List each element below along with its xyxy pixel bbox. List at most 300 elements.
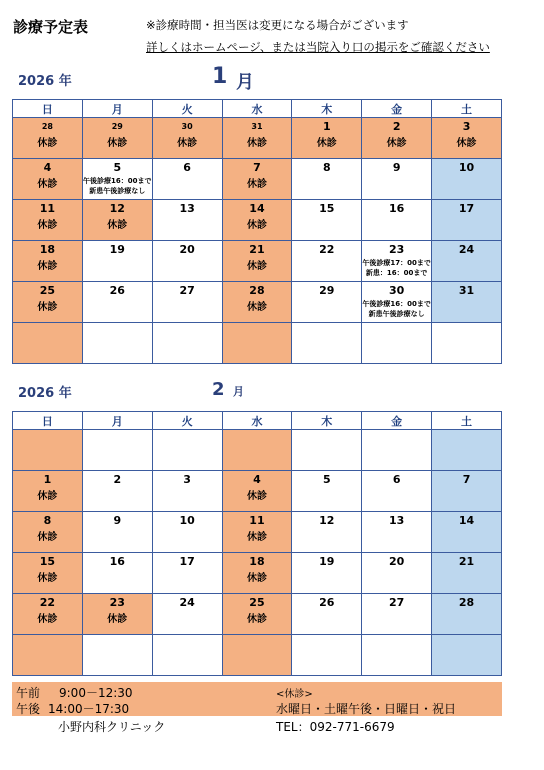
day-cell-content — [292, 596, 361, 634]
day-cell — [292, 323, 362, 364]
day-cell-content — [83, 120, 152, 158]
day-number: 29 — [319, 284, 335, 297]
weekday-header: 日 — [13, 100, 83, 118]
day-cell — [13, 635, 83, 676]
day-cell — [82, 430, 152, 471]
february-calendar — [12, 411, 502, 676]
day-cell — [152, 282, 222, 323]
day-number: 5 — [322, 473, 331, 486]
day-cell-content — [432, 432, 501, 470]
day-cell-content — [432, 514, 501, 552]
weekday-header: 土 — [432, 412, 502, 430]
closed-status: 休診 — [246, 491, 267, 502]
day-cell-content — [432, 637, 501, 675]
day-cell-content — [153, 514, 222, 552]
january-month-suffix: 月 — [236, 72, 254, 93]
day-cell — [82, 159, 152, 200]
day-cell — [432, 430, 502, 471]
day-number: 16 — [109, 555, 125, 568]
day-cell — [82, 118, 152, 159]
day-number: 18 — [249, 555, 265, 568]
clinic-name: 小野内科クリニック — [58, 720, 166, 734]
day-cell — [362, 282, 432, 323]
day-cell — [362, 635, 432, 676]
week-row — [13, 635, 502, 676]
day-cell-content — [362, 120, 431, 158]
day-cell-content — [362, 325, 431, 363]
day-cell-content — [223, 243, 292, 281]
day-cell-content — [362, 473, 431, 511]
day-cell — [152, 471, 222, 512]
day-cell — [13, 553, 83, 594]
closed-status: 休診 — [177, 138, 198, 149]
day-number: 24 — [458, 243, 475, 256]
day-number: 23 — [388, 243, 405, 256]
day-cell-content — [362, 555, 431, 593]
day-cell — [13, 159, 83, 200]
day-cell — [13, 200, 83, 241]
day-number: 27 — [388, 596, 405, 609]
day-cell — [82, 241, 152, 282]
day-cell-content — [223, 120, 292, 158]
day-cell-content — [223, 555, 292, 593]
day-number: 22 — [39, 596, 56, 609]
day-number: 4 — [43, 161, 52, 174]
day-cell-content — [153, 243, 222, 281]
day-cell-content — [223, 596, 292, 634]
week-row — [13, 323, 502, 364]
closed-status: 休診 — [37, 614, 58, 625]
day-number: 14 — [249, 202, 265, 215]
day-cell-content — [153, 325, 222, 363]
day-cell — [432, 159, 502, 200]
day-cell-content — [362, 596, 431, 634]
closed-status: 休診 — [246, 573, 267, 584]
day-cell — [152, 512, 222, 553]
day-number: 5 — [113, 161, 122, 174]
closed-status: 休診 — [456, 138, 477, 149]
day-cell — [222, 512, 292, 553]
day-cell — [13, 512, 83, 553]
february-year-label: 2026 年 — [18, 386, 72, 401]
day-number: 16 — [388, 202, 405, 215]
day-cell — [13, 430, 83, 471]
day-number: 2 — [392, 120, 401, 133]
day-number: 12 — [109, 202, 125, 215]
day-cell — [222, 553, 292, 594]
day-cell — [82, 323, 152, 364]
day-cell — [292, 159, 362, 200]
afternoon-label: 午後 — [16, 702, 41, 716]
day-cell-content — [13, 243, 82, 281]
january-calendar — [12, 99, 502, 364]
day-cell-content — [153, 202, 222, 240]
day-number: 13 — [388, 514, 405, 527]
day-number: 1 — [43, 473, 52, 486]
schedule-note: 午後診療16：00まで — [83, 177, 152, 185]
day-cell-content — [362, 514, 431, 552]
day-cell-content — [292, 120, 361, 158]
day-cell-content — [153, 596, 222, 634]
day-cell-content — [223, 637, 292, 675]
day-number: 11 — [39, 202, 56, 215]
day-cell — [222, 635, 292, 676]
weekday-header-row — [13, 100, 502, 118]
closed-status: 休診 — [246, 138, 267, 149]
week-row — [13, 594, 502, 635]
day-cell-content — [292, 161, 361, 199]
weekday-header: 土 — [432, 100, 502, 118]
day-cell-content — [83, 596, 152, 634]
day-cell — [292, 512, 362, 553]
day-cell — [362, 118, 432, 159]
closed-status: 休診 — [386, 138, 407, 149]
week-row — [13, 471, 502, 512]
day-number: 25 — [249, 596, 265, 609]
day-number: 12 — [319, 514, 335, 527]
day-cell — [152, 241, 222, 282]
closed-status: 休診 — [107, 220, 128, 231]
day-cell-content — [432, 120, 501, 158]
day-number: 21 — [458, 555, 475, 568]
day-number: 20 — [179, 243, 195, 256]
day-cell-content — [292, 514, 361, 552]
day-cell-content — [13, 120, 82, 158]
day-number: 10 — [179, 514, 195, 527]
day-number: 13 — [179, 202, 195, 215]
day-cell — [152, 553, 222, 594]
day-number: 9 — [392, 161, 401, 174]
closed-status: 休診 — [246, 179, 267, 190]
day-cell — [292, 241, 362, 282]
morning-label: 午前 — [16, 686, 41, 700]
day-cell-content — [153, 284, 222, 322]
schedule-note: 午後診療16：00まで — [362, 300, 431, 308]
day-cell — [432, 200, 502, 241]
day-cell-content — [153, 473, 222, 511]
day-number: 28 — [458, 596, 475, 609]
closed-heading: <休診> — [276, 689, 313, 700]
day-cell — [432, 635, 502, 676]
january-month-number: 1 — [212, 64, 228, 89]
day-cell — [362, 200, 432, 241]
day-cell-content — [292, 202, 361, 240]
day-number: 10 — [458, 161, 475, 174]
weekday-header: 火 — [152, 412, 222, 430]
closed-status: 休診 — [37, 220, 58, 231]
day-cell-content — [362, 202, 431, 240]
day-cell — [362, 512, 432, 553]
day-cell-content — [362, 432, 431, 470]
day-cell — [13, 594, 83, 635]
day-cell-content — [362, 284, 431, 322]
day-number: 24 — [179, 596, 195, 609]
day-number: 11 — [249, 514, 265, 527]
day-number: 15 — [39, 555, 56, 568]
day-cell — [362, 241, 432, 282]
closed-status: 休診 — [37, 138, 58, 149]
day-cell — [292, 635, 362, 676]
notice-line-1: ※診療時間・担当医は変更になる場合がございます — [146, 18, 409, 32]
day-cell-content — [13, 473, 82, 511]
day-number: 25 — [39, 284, 56, 297]
day-cell-content — [292, 473, 361, 511]
day-number: 19 — [109, 243, 125, 256]
day-cell — [82, 553, 152, 594]
weekday-header: 金 — [362, 412, 432, 430]
day-cell — [13, 241, 83, 282]
day-cell-content — [432, 596, 501, 634]
day-cell — [82, 471, 152, 512]
day-cell — [222, 282, 292, 323]
day-cell-content — [432, 161, 501, 199]
day-cell-content — [432, 473, 501, 511]
day-cell — [13, 323, 83, 364]
day-cell-content — [432, 284, 501, 322]
day-cell — [222, 241, 292, 282]
day-cell — [292, 471, 362, 512]
day-cell — [222, 118, 292, 159]
closed-status: 休診 — [37, 261, 58, 272]
day-cell-content — [13, 555, 82, 593]
day-number: 9 — [113, 514, 122, 527]
day-cell — [13, 118, 83, 159]
day-number: 28 — [41, 122, 53, 131]
day-cell — [362, 430, 432, 471]
weekday-header: 木 — [292, 100, 362, 118]
day-cell-content — [153, 555, 222, 593]
day-cell — [82, 200, 152, 241]
day-number: 28 — [249, 284, 265, 297]
day-cell — [362, 471, 432, 512]
day-number: 6 — [183, 161, 191, 174]
day-cell-content — [153, 432, 222, 470]
day-cell-content — [83, 432, 152, 470]
day-cell-content — [83, 243, 152, 281]
day-cell — [362, 159, 432, 200]
day-number: 7 — [253, 161, 261, 174]
weekday-header-row — [13, 412, 502, 430]
day-cell-content — [223, 161, 292, 199]
closed-status: 休診 — [37, 302, 58, 313]
day-cell-content — [292, 637, 361, 675]
day-number: 18 — [39, 243, 56, 256]
day-number: 2 — [113, 473, 122, 486]
day-number: 6 — [392, 473, 401, 486]
weekday-header: 金 — [362, 100, 432, 118]
week-row — [13, 118, 502, 159]
day-number: 4 — [253, 473, 261, 486]
day-cell-content — [13, 284, 82, 322]
day-cell-content — [362, 161, 431, 199]
day-cell — [13, 282, 83, 323]
day-cell-content — [83, 202, 152, 240]
day-cell-content — [83, 514, 152, 552]
day-cell-content — [223, 514, 292, 552]
day-number: 26 — [319, 596, 335, 609]
schedule-note: 新患午後診療なし — [368, 310, 425, 318]
day-cell — [432, 241, 502, 282]
day-cell — [432, 118, 502, 159]
week-row — [13, 430, 502, 471]
weekday-header: 月 — [82, 100, 152, 118]
day-number: 20 — [388, 555, 405, 568]
day-cell-content — [362, 243, 431, 281]
day-cell — [13, 471, 83, 512]
day-cell — [222, 471, 292, 512]
closed-status: 休診 — [37, 573, 58, 584]
day-number: 26 — [109, 284, 125, 297]
day-cell — [82, 594, 152, 635]
day-cell — [222, 159, 292, 200]
day-cell — [222, 323, 292, 364]
closed-status: 休診 — [316, 138, 337, 149]
day-cell-content — [292, 325, 361, 363]
week-row — [13, 553, 502, 594]
day-number: 30 — [181, 122, 193, 131]
day-cell-content — [292, 555, 361, 593]
day-cell — [292, 118, 362, 159]
closed-status: 休診 — [37, 179, 58, 190]
february-month-number: 2 — [212, 379, 225, 400]
day-cell-content — [432, 243, 501, 281]
closed-status: 休診 — [246, 220, 267, 231]
weekday-header: 日 — [13, 412, 83, 430]
day-cell — [432, 323, 502, 364]
week-row — [13, 512, 502, 553]
day-cell — [432, 553, 502, 594]
day-cell-content — [13, 325, 82, 363]
day-cell-content — [153, 637, 222, 675]
day-cell-content — [292, 432, 361, 470]
day-cell — [152, 118, 222, 159]
closed-status: 休診 — [107, 614, 128, 625]
weekday-header: 水 — [222, 412, 292, 430]
day-number: 31 — [458, 284, 475, 297]
day-cell-content — [292, 284, 361, 322]
week-row — [13, 200, 502, 241]
day-cell — [432, 594, 502, 635]
day-cell — [432, 512, 502, 553]
day-cell — [152, 200, 222, 241]
week-row — [13, 159, 502, 200]
day-cell-content — [223, 284, 292, 322]
day-cell-content — [83, 637, 152, 675]
january-year-label: 2026 年 — [18, 74, 72, 89]
february-month-suffix: 月 — [233, 385, 244, 398]
day-cell-content — [223, 325, 292, 363]
day-cell-content — [223, 202, 292, 240]
closed-status: 休診 — [37, 491, 58, 502]
day-cell — [292, 430, 362, 471]
day-cell-content — [223, 473, 292, 511]
day-cell-content — [153, 120, 222, 158]
weekday-header: 水 — [222, 100, 292, 118]
day-cell — [82, 635, 152, 676]
closed-status: 休診 — [107, 138, 128, 149]
day-number: 21 — [249, 243, 265, 256]
weekday-header: 月 — [82, 412, 152, 430]
day-cell-content — [292, 243, 361, 281]
day-cell-content — [83, 284, 152, 322]
closed-status: 休診 — [246, 261, 267, 272]
day-number: 15 — [319, 202, 335, 215]
day-cell — [82, 512, 152, 553]
day-number: 1 — [322, 120, 331, 133]
closed-days: 水曜日・土曜午後・日曜日・祝日 — [276, 702, 457, 716]
day-cell-content — [83, 161, 152, 199]
day-cell — [432, 471, 502, 512]
day-cell — [222, 200, 292, 241]
day-cell-content — [13, 432, 82, 470]
day-cell — [152, 430, 222, 471]
day-number: 31 — [251, 122, 263, 131]
day-cell — [292, 282, 362, 323]
notice-line-2: 詳しくはホームページ、または当院入り口の掲示をご確認ください — [146, 40, 490, 54]
day-number: 23 — [109, 596, 125, 609]
closed-status: 休診 — [246, 614, 267, 625]
day-number: 17 — [458, 202, 475, 215]
day-number: 29 — [111, 122, 123, 131]
day-number: 8 — [322, 161, 331, 174]
day-cell-content — [13, 637, 82, 675]
morning-hours: 9:00－12:30 — [59, 686, 133, 700]
clinic-hours-box — [12, 682, 502, 716]
day-cell — [82, 282, 152, 323]
day-cell-content — [362, 637, 431, 675]
day-cell — [292, 553, 362, 594]
day-cell — [362, 594, 432, 635]
week-row — [13, 282, 502, 323]
day-cell — [292, 200, 362, 241]
day-number: 17 — [179, 555, 195, 568]
day-number: 3 — [462, 120, 471, 133]
day-cell — [292, 594, 362, 635]
day-number: 3 — [183, 473, 191, 486]
day-cell — [152, 323, 222, 364]
day-cell — [152, 635, 222, 676]
afternoon-hours: 14:00－17:30 — [48, 702, 130, 716]
day-cell-content — [83, 473, 152, 511]
page-title: 診療予定表 — [13, 18, 89, 36]
day-cell-content — [83, 325, 152, 363]
day-cell-content — [13, 514, 82, 552]
clinic-phone: TEL：092-771-6679 — [276, 720, 395, 734]
closed-status: 休診 — [37, 532, 58, 543]
day-cell-content — [153, 161, 222, 199]
day-cell-content — [432, 555, 501, 593]
day-cell — [362, 323, 432, 364]
day-cell-content — [223, 432, 292, 470]
day-number: 14 — [458, 514, 475, 527]
day-number: 30 — [388, 284, 405, 297]
schedule-note: 新患午後診療なし — [89, 187, 146, 195]
day-number: 7 — [462, 473, 471, 486]
day-cell-content — [13, 202, 82, 240]
week-row — [13, 241, 502, 282]
day-number: 22 — [319, 243, 335, 256]
day-number: 27 — [179, 284, 195, 297]
day-cell — [432, 282, 502, 323]
day-number: 8 — [43, 514, 52, 527]
day-cell-content — [83, 555, 152, 593]
day-cell-content — [13, 161, 82, 199]
schedule-note: 午後診療17：00まで — [362, 259, 431, 267]
closed-status: 休診 — [246, 302, 267, 313]
day-cell-content — [432, 325, 501, 363]
day-cell — [362, 553, 432, 594]
day-cell-content — [13, 596, 82, 634]
